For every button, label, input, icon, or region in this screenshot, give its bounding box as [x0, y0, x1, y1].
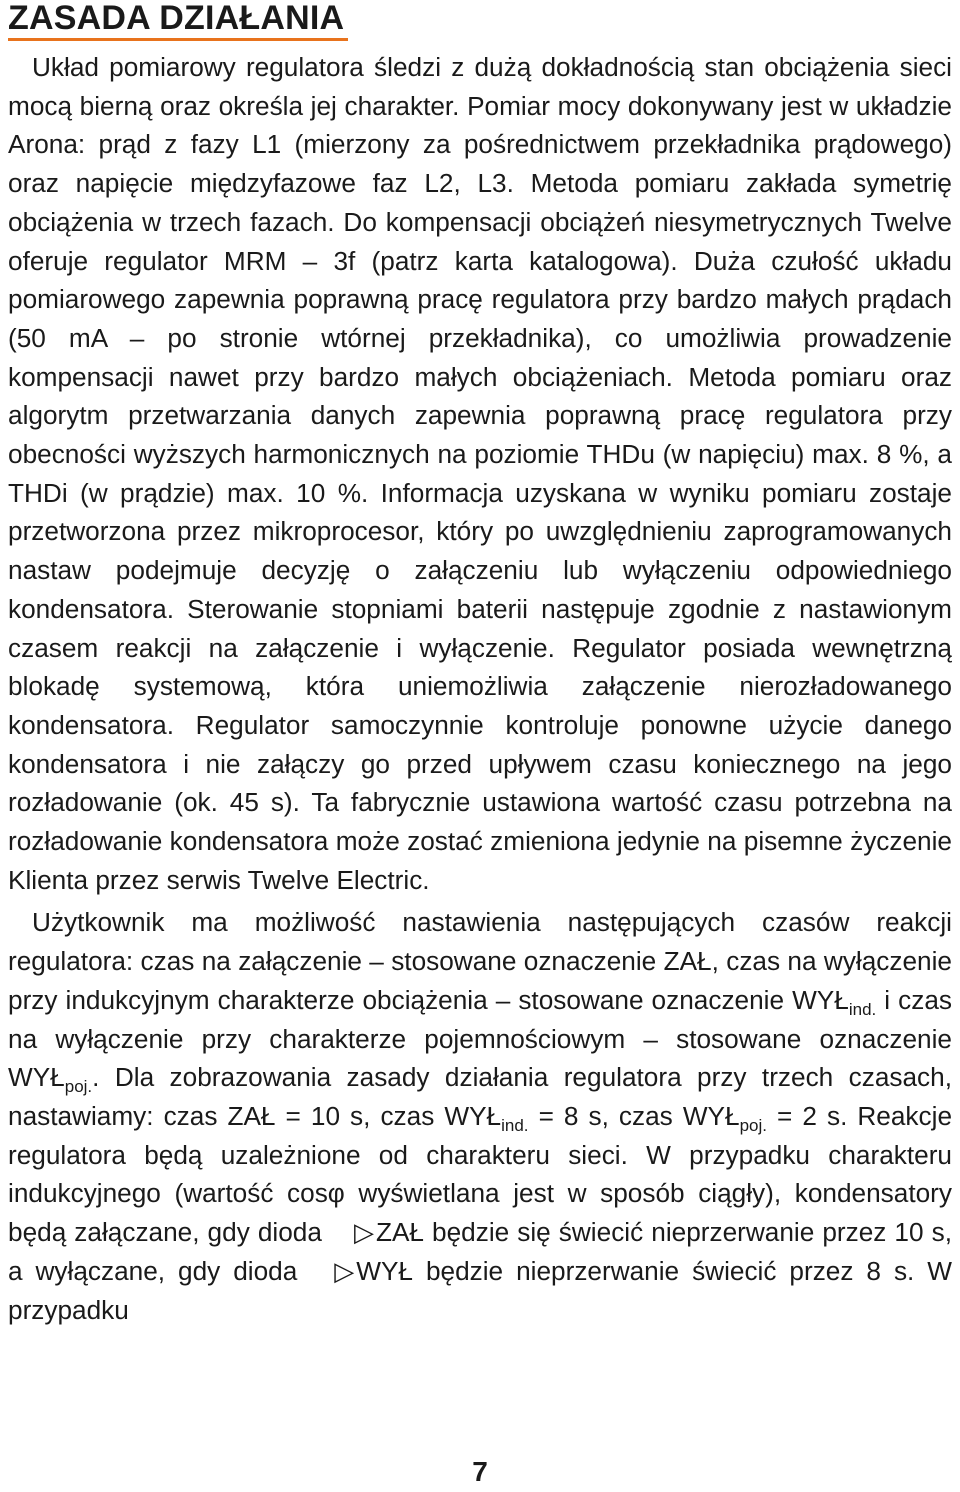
- subscript-ind: ind.: [848, 999, 877, 1019]
- page-number: 7: [472, 1456, 488, 1487]
- subscript-poj: poj.: [739, 1115, 767, 1135]
- paragraph-2-text-1: Użytkownik ma możliwość nastawienia następujących czasów reakcji regulatora: czas na załączenie – stosowane oznaczenie ZAŁ, czas na wyłączenie przy indukcyjnym charakterze obciążenia – stosowane oznaczenie WYŁ: [8, 907, 952, 1015]
- paragraph-2-text-6: ZAŁ będzie się świecić nieprzerwanie przez 10 s, a wyłączane, gdy dioda: [8, 1217, 952, 1286]
- paragraph-2: Użytkownik ma możliwość nastawienia następujących czasów reakcji regulatora: czas na załączenie – stosowane oznaczenie ZAŁ, czas na wyłączenie przy indukcyjnym charakterze obciążenia – stosowane oznaczenie $WYŁ_{ind.}$ i czas na wyłączenie przy charakterze pojemnościowym – stosowane oznaczenie $WYŁ_{poj.}$. Dla zobrazowania zasady działania regulatora przy trzech czasach, nastawiamy: czas ZAŁ = 10 s, czas $WYŁ_{ind.} = 8$ s, czas $WYŁ_{poj.} = 2$ s. Reakcje regulatora będą uzależnione od charakteru sieci. W przypadku charakteru indukcyjnego (wartość cosφ wyświetlana jest w sposób ciągły), kondensatory będą załączane, gdy dioda ▷ZAŁ będzie się świecić nieprzerwanie przez 10 s, a wyłączane, gdy dioda ▷WYŁ będzie nieprzerwanie świecić przez 8 s. W przypadku: [8, 907, 953, 1325]
- paragraph-2-text-3: . Dla zobrazowania zasady działania regulatora przy trzech czasach, nastawiamy: czas ZAŁ = 10 s, czas WYŁ: [8, 1062, 952, 1131]
- body-text: [8, 48, 952, 1329]
- subscript-poj: poj.: [64, 1077, 93, 1097]
- paragraph-2-text-2: i czas na wyłączenie przy charakterze pojemnościowym – stosowane oznaczenie WYŁ: [8, 984, 953, 1093]
- subscript-ind: ind.: [501, 1115, 529, 1135]
- section-header: [8, 0, 348, 41]
- paragraph-2-text-7: WYŁ będzie nieprzerwanie świecić przez 8 s. W przypadku: [8, 1255, 952, 1325]
- paragraph-2-text-4: = 8 s, czas WYŁ: [528, 1100, 740, 1131]
- paragraph-1: Układ pomiarowy regulatora śledzi z dużą dokładnością stan obciążenia sieci mocą bierną oraz określa jej charakter. Pomiar mocy dokonywany jest w układzie Arona: prąd z fazy L1 (mierzony za pośrednictwem przekładnika prądowego) oraz napięcie międzyfazowe faz L2, L3. Metoda pomiaru zakłada symetrię obciążenia w trzech fazach. Do kompensacji obciążeń niesymetrycznych Twelve oferuje regulator MRM – 3f (patrz karta katalogowa). Duża czułość układu pomiarowego zapewnia poprawną pracę regulatora przy bardzo małych prądach (50 mA – po stronie wtórnej przekładnika), co umożliwia prowadzenie kompensacji nawet przy bardzo małych obciążeniach. Metoda pomiaru oraz algorytm przetwarzania danych zapewnia poprawną pracę regulatora przy obecności wyższych harmonicznych na poziomie THDu (w napięciu) max. 8 %, a THDi (w prądzie) max. 10 %. Informacja uzyskana w wyniku pomiaru zostaje przetworzona przez mikroprocesor, który po uwzględnieniu zaprogramowanych nastaw podejmuje decyzję o załączeniu lub wyłączeniu odpowiedniego kondensatora. Sterowanie stopniami baterii następuje zgodnie z nastawionym czasem reakcji na załączenie i wyłączenie. Regulator posiada wewnętrzną blokadę systemową, która uniemożliwia załączenie nierozładowanego kondensatora. Regulator samoczynnie kontroluje ponowne użycie danego kondensatora i nie załączy go przed upływem czasu koniecznego na jego rozładowanie (ok. 45 s). Ta fabrycznie ustawiona wartość czasu potrzebna na rozładowanie kondensatora może zostać zmieniona jedynie na pisemne życzenie Klienta przez serwis Twelve Electric.: [8, 52, 952, 895]
- title-underline: [8, 38, 348, 41]
- section-title: ZASADA DZIAŁANIA: [8, 0, 345, 37]
- paragraph-2-text-5: = 2 s. Reakcje regulatora będą uzależnione od charakteru sieci. W przypadku charakteru indukcyjnego (wartość cosφ wyświetlana jest w sposób ciągły), kondensatory będą załączane, gdy dioda: [8, 1100, 953, 1248]
